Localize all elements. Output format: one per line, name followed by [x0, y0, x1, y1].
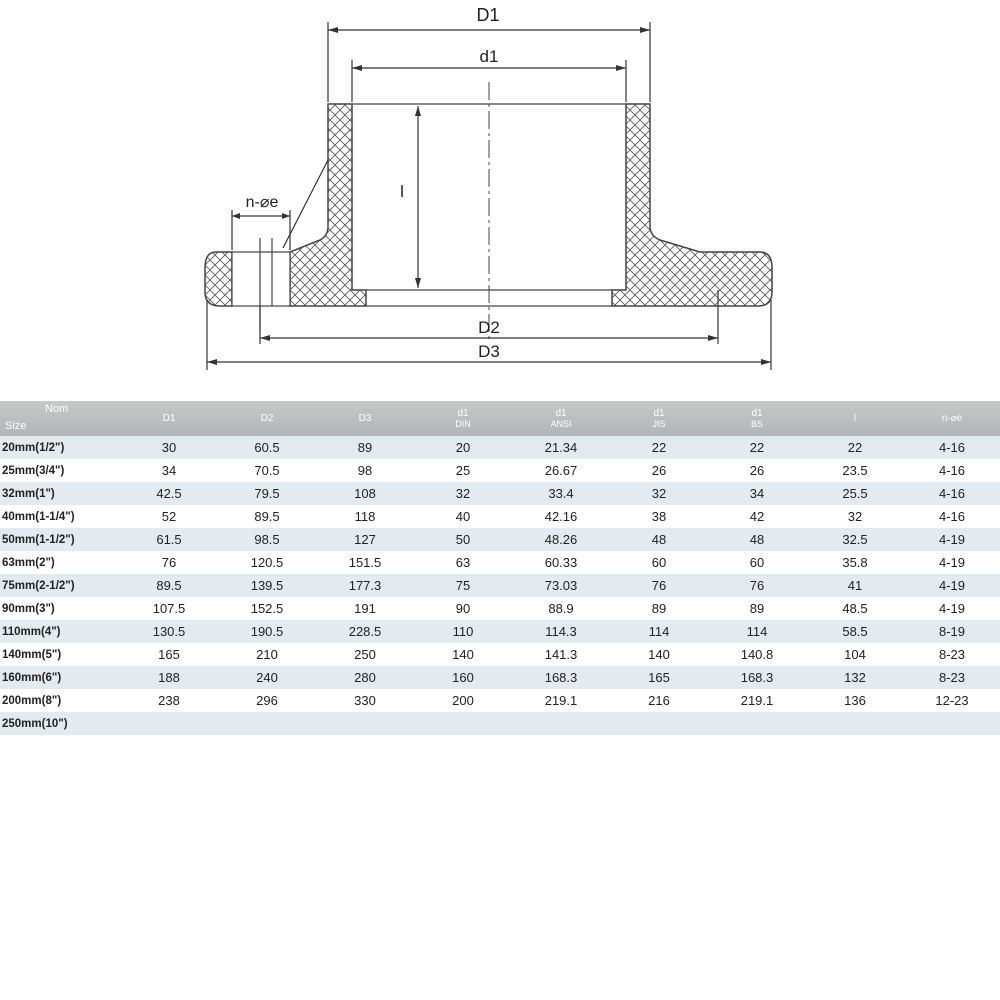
table-cell: 76	[120, 551, 218, 574]
label-D3: D3	[478, 342, 500, 361]
table-cell: 76	[708, 574, 806, 597]
table-cell: 240	[218, 666, 316, 689]
table-cell: 107.5	[120, 597, 218, 620]
table-cell: 114	[610, 620, 708, 643]
table-cell: 76	[610, 574, 708, 597]
table-cell: 140	[414, 643, 512, 666]
table-row	[0, 528, 1000, 551]
label-n-e: n-⌀e	[245, 194, 279, 211]
table-cell	[904, 712, 1000, 735]
cell-size: 20mm(1/2")	[0, 436, 120, 459]
header-l: l	[806, 401, 904, 436]
table-cell: 130.5	[120, 620, 218, 643]
table-cell: 60	[610, 551, 708, 574]
table-row	[0, 689, 1000, 712]
table-cell: 4-19	[904, 574, 1000, 597]
table-cell: 60.5	[218, 436, 316, 459]
table-cell: 89.5	[218, 505, 316, 528]
table-cell: 4-16	[904, 482, 1000, 505]
table-cell: 4-16	[904, 436, 1000, 459]
table-cell: 12-23	[904, 689, 1000, 712]
table-cell: 165	[610, 666, 708, 689]
table-cell: 8-23	[904, 643, 1000, 666]
table-cell: 38	[610, 505, 708, 528]
table-cell: 139.5	[218, 574, 316, 597]
table-cell: 25	[414, 459, 512, 482]
table-cell: 280	[316, 666, 414, 689]
table-cell	[218, 712, 316, 735]
table-cell: 52	[120, 505, 218, 528]
table-cell: 40	[414, 505, 512, 528]
table-cell	[512, 712, 610, 735]
table-row	[0, 436, 1000, 459]
table-cell: 89	[316, 436, 414, 459]
table-cell: 89	[610, 597, 708, 620]
table-cell: 75	[414, 574, 512, 597]
table-cell: 4-19	[904, 597, 1000, 620]
table-cell: 98	[316, 459, 414, 482]
cell-size: 40mm(1-1/4")	[0, 505, 120, 528]
table-cell: 89.5	[120, 574, 218, 597]
table-cell: 48.5	[806, 597, 904, 620]
table-cell: 34	[120, 459, 218, 482]
table-cell: 22	[806, 436, 904, 459]
cell-size: 250mm(10")	[0, 712, 120, 735]
cell-size: 140mm(5")	[0, 643, 120, 666]
table-cell: 22	[610, 436, 708, 459]
table-cell: 216	[610, 689, 708, 712]
table-cell	[806, 712, 904, 735]
table-cell: 104	[806, 643, 904, 666]
table-cell: 114	[708, 620, 806, 643]
table-cell: 296	[218, 689, 316, 712]
table-cell: 22	[708, 436, 806, 459]
table-cell: 132	[806, 666, 904, 689]
table-cell: 140	[610, 643, 708, 666]
table-cell: 26	[708, 459, 806, 482]
table-row	[0, 459, 1000, 482]
table-cell: 73.03	[512, 574, 610, 597]
table-row	[0, 505, 1000, 528]
table-cell: 98.5	[218, 528, 316, 551]
table-cell: 191	[316, 597, 414, 620]
table-cell: 188	[120, 666, 218, 689]
table-cell: 210	[218, 643, 316, 666]
flange-left-rim	[205, 252, 232, 306]
label-D1: D1	[476, 5, 500, 25]
table-cell: 32.5	[806, 528, 904, 551]
flange-right-section	[612, 104, 772, 306]
table-cell: 50	[414, 528, 512, 551]
table-cell: 330	[316, 689, 414, 712]
header-d1-ansi: d1 ANSI	[512, 401, 610, 436]
table-row	[0, 574, 1000, 597]
table-cell	[708, 712, 806, 735]
table-cell: 4-16	[904, 505, 1000, 528]
table-cell: 219.1	[512, 689, 610, 712]
header-d1-bs: d1 BS	[708, 401, 806, 436]
table-cell: 110	[414, 620, 512, 643]
table-cell: 20	[414, 436, 512, 459]
table-cell: 165	[120, 643, 218, 666]
table-header-row	[0, 401, 1000, 436]
table-cell: 25.5	[806, 482, 904, 505]
table-cell: 190.5	[218, 620, 316, 643]
table-cell: 26	[610, 459, 708, 482]
table-row	[0, 620, 1000, 643]
table-cell: 118	[316, 505, 414, 528]
table-cell: 4-19	[904, 551, 1000, 574]
table-cell: 35.8	[806, 551, 904, 574]
table-cell: 70.5	[218, 459, 316, 482]
table-row	[0, 551, 1000, 574]
flange-cross-section-drawing	[0, 0, 1000, 400]
label-D2: D2	[478, 318, 500, 337]
table-cell: 168.3	[708, 666, 806, 689]
table-cell: 90	[414, 597, 512, 620]
table-cell	[610, 712, 708, 735]
table-cell: 140.8	[708, 643, 806, 666]
table-cell: 58.5	[806, 620, 904, 643]
table-cell: 4-16	[904, 459, 1000, 482]
table-cell: 114.3	[512, 620, 610, 643]
cell-size: 75mm(2-1/2")	[0, 574, 120, 597]
table-cell: 48	[708, 528, 806, 551]
cell-size: 110mm(4")	[0, 620, 120, 643]
header-D1: D1	[120, 401, 218, 436]
table-cell: 30	[120, 436, 218, 459]
flange-left-section	[290, 104, 366, 306]
table-cell	[120, 712, 218, 735]
table-cell: 250	[316, 643, 414, 666]
cell-size: 200mm(8")	[0, 689, 120, 712]
table-cell: 127	[316, 528, 414, 551]
flange-dimension-table	[0, 401, 1000, 735]
cell-size: 50mm(1-1/2")	[0, 528, 120, 551]
table-cell: 60.33	[512, 551, 610, 574]
table-cell: 33.4	[512, 482, 610, 505]
header-D3: D3	[316, 401, 414, 436]
header-n-e: n-⌀e	[904, 401, 1000, 436]
label-l: l	[400, 182, 404, 201]
table-cell	[316, 712, 414, 735]
table-cell: 136	[806, 689, 904, 712]
table-cell: 4-19	[904, 528, 1000, 551]
table-cell: 88.9	[512, 597, 610, 620]
table-cell: 48.26	[512, 528, 610, 551]
table-cell: 89	[708, 597, 806, 620]
table-body	[0, 436, 1000, 735]
table-row	[0, 712, 1000, 735]
table-cell: 60	[708, 551, 806, 574]
table-cell: 200	[414, 689, 512, 712]
table-cell: 152.5	[218, 597, 316, 620]
table-cell: 108	[316, 482, 414, 505]
table-cell: 141.3	[512, 643, 610, 666]
label-d1: d1	[479, 47, 499, 66]
table-cell	[414, 712, 512, 735]
table-cell: 228.5	[316, 620, 414, 643]
header-D2: D2	[218, 401, 316, 436]
table-cell: 42	[708, 505, 806, 528]
table-cell: 34	[708, 482, 806, 505]
cell-size: 90mm(3")	[0, 597, 120, 620]
table-cell: 26.67	[512, 459, 610, 482]
table-row	[0, 666, 1000, 689]
table-cell: 120.5	[218, 551, 316, 574]
table-cell: 79.5	[218, 482, 316, 505]
table-cell: 177.3	[316, 574, 414, 597]
table-cell: 21.34	[512, 436, 610, 459]
table-cell: 8-23	[904, 666, 1000, 689]
table-cell: 32	[610, 482, 708, 505]
table-cell: 41	[806, 574, 904, 597]
table-cell: 168.3	[512, 666, 610, 689]
table-cell: 32	[806, 505, 904, 528]
table-cell: 63	[414, 551, 512, 574]
cell-size: 32mm(1")	[0, 482, 120, 505]
header-size: Size	[5, 420, 27, 432]
table-cell: 32	[414, 482, 512, 505]
header-nom-size	[0, 401, 120, 436]
cell-size: 63mm(2")	[0, 551, 120, 574]
table-cell: 23.5	[806, 459, 904, 482]
table-cell: 42.5	[120, 482, 218, 505]
table-row	[0, 597, 1000, 620]
table-row	[0, 482, 1000, 505]
table-cell: 8-19	[904, 620, 1000, 643]
bolt-hole	[232, 252, 290, 306]
table-cell: 160	[414, 666, 512, 689]
header-nom: Nom	[45, 403, 69, 415]
table-cell: 48	[610, 528, 708, 551]
header-d1-jis: d1 JIS	[610, 401, 708, 436]
cell-size: 160mm(6")	[0, 666, 120, 689]
table-cell: 219.1	[708, 689, 806, 712]
cell-size: 25mm(3/4")	[0, 459, 120, 482]
table-row	[0, 643, 1000, 666]
table-cell: 42.16	[512, 505, 610, 528]
header-d1-din: d1 DIN	[414, 401, 512, 436]
table-cell: 238	[120, 689, 218, 712]
table-cell: 61.5	[120, 528, 218, 551]
table-cell: 151.5	[316, 551, 414, 574]
